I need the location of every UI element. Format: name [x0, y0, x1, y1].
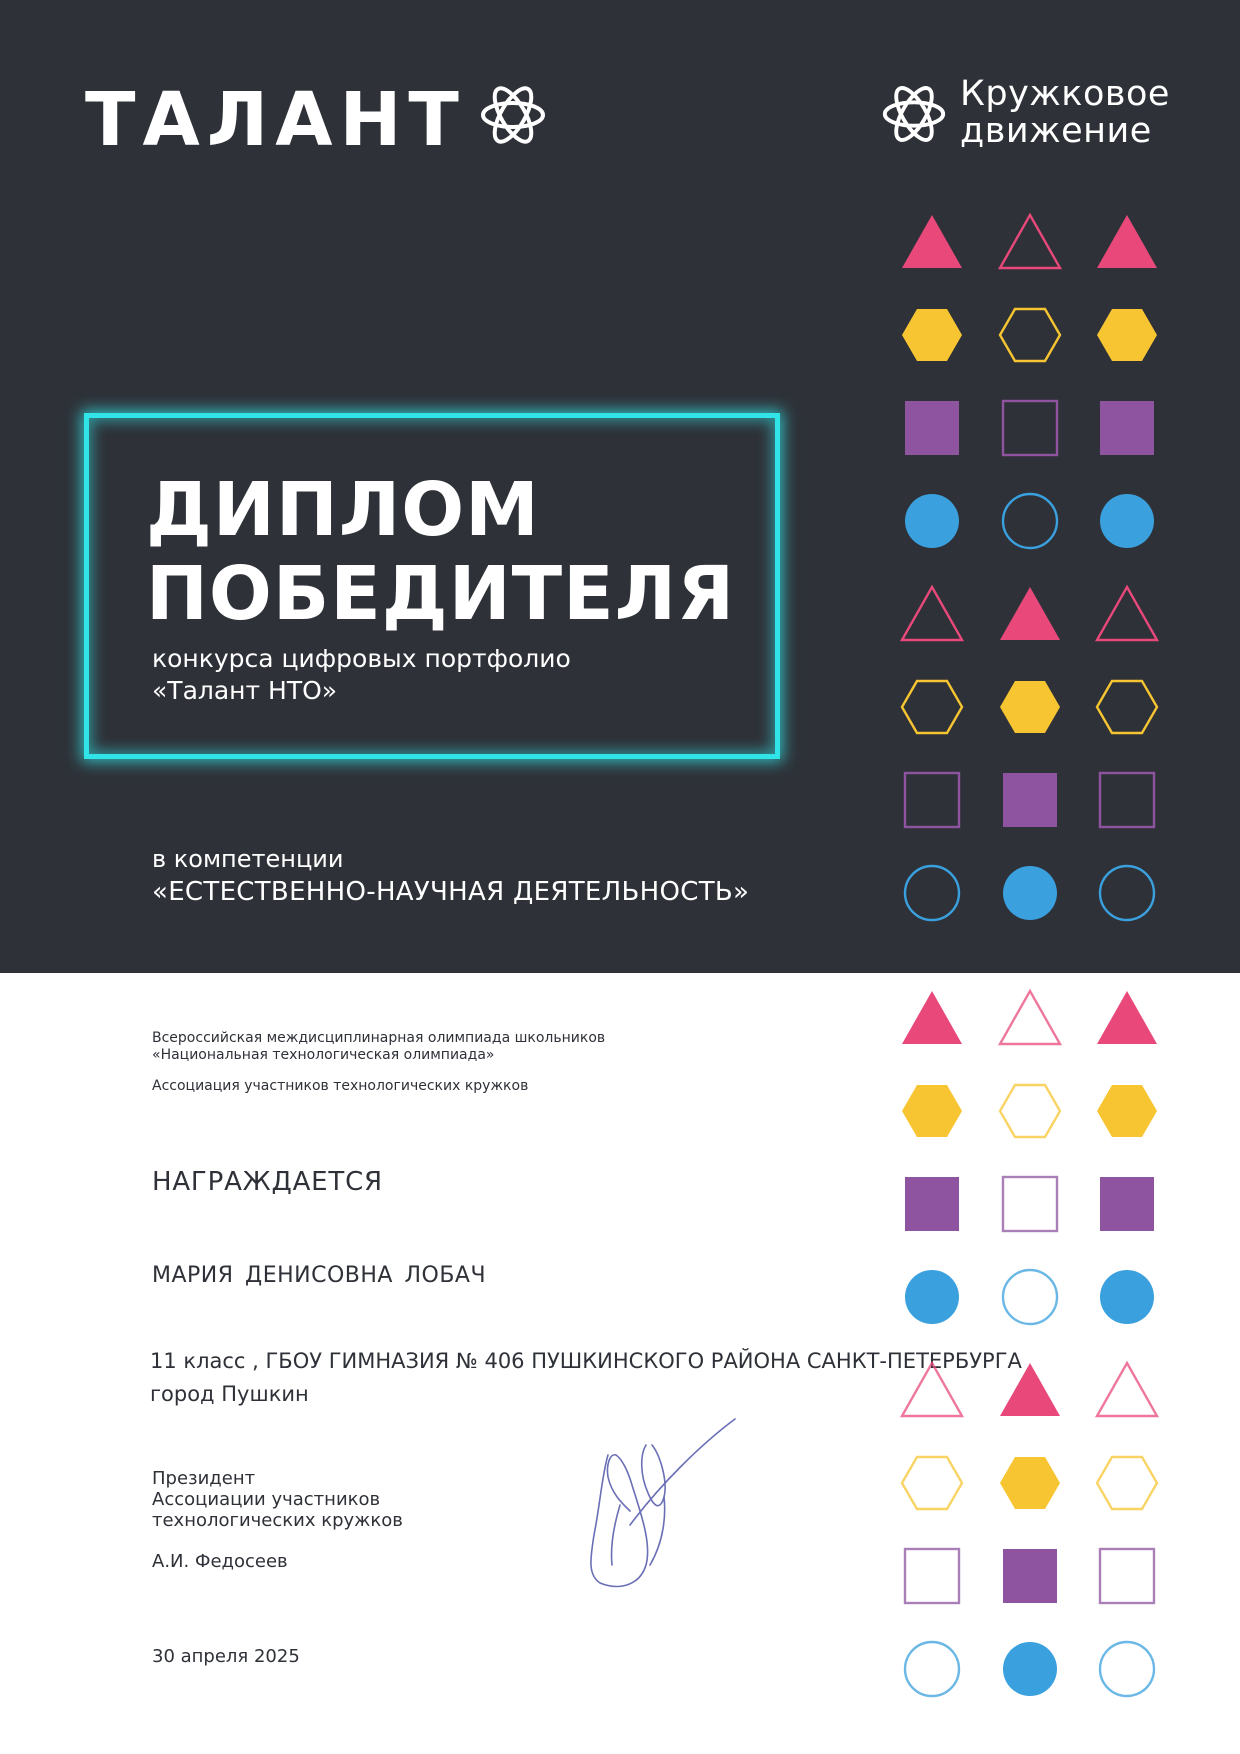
- filled-square-shape: [905, 1177, 959, 1231]
- competence-value: «ЕСТЕСТВЕННО-НАУЧНАЯ ДЕЯТЕЛЬНОСТЬ»: [152, 877, 750, 907]
- outline-circle-shape: [905, 1642, 959, 1696]
- filled-triangle-shape: [1097, 215, 1157, 268]
- filled-circle-shape: [1003, 1642, 1057, 1696]
- outline-circle-shape: [1003, 494, 1057, 548]
- diploma-title: [146, 468, 735, 636]
- filled-circle-shape: [1100, 494, 1154, 548]
- handwritten-signature: [580, 1415, 740, 1595]
- decorative-shapes-grid: [880, 200, 1180, 1740]
- role-line-2: Ассоциации участников: [152, 1489, 381, 1510]
- outline-circle-shape: [1100, 1642, 1154, 1696]
- filled-square-shape: [1100, 401, 1154, 455]
- outline-circle-shape: [1003, 1270, 1057, 1324]
- filled-square-shape: [905, 401, 959, 455]
- outline-triangle-shape: [1097, 587, 1157, 640]
- role-line-1: Президент: [152, 1468, 256, 1489]
- filled-hexagon-shape: [1097, 1085, 1157, 1137]
- logo-line-1: Кружкoвое: [960, 74, 1170, 114]
- competence-label: в компетенции: [152, 845, 344, 873]
- signatory-role: [152, 1468, 403, 1531]
- filled-circle-shape: [905, 1270, 959, 1324]
- outline-circle-shape: [905, 866, 959, 920]
- diploma-subtitle: [152, 643, 571, 707]
- outline-triangle-shape: [1000, 215, 1060, 268]
- organizers-block: [152, 1030, 605, 1095]
- outline-hexagon-shape: [1000, 1085, 1060, 1137]
- outline-hexagon-shape: [902, 681, 962, 733]
- outline-square-shape: [905, 1549, 959, 1603]
- filled-square-shape: [1100, 1177, 1154, 1231]
- filled-hexagon-shape: [902, 1085, 962, 1137]
- filled-square-shape: [1003, 1549, 1057, 1603]
- filled-hexagon-shape: [1000, 1457, 1060, 1509]
- filled-triangle-shape: [902, 991, 962, 1044]
- filled-hexagon-shape: [902, 309, 962, 361]
- filled-circle-shape: [905, 494, 959, 548]
- title-line-1: ДИПЛОМ: [146, 467, 540, 553]
- filled-square-shape: [1003, 773, 1057, 827]
- filled-circle-shape: [1100, 1270, 1154, 1324]
- subtitle-line-1: конкурса цифровых портфолио: [152, 644, 571, 673]
- outline-square-shape: [1100, 773, 1154, 827]
- outline-triangle-shape: [1097, 1363, 1157, 1416]
- subtitle-line-2: «Талант НТО»: [152, 676, 338, 705]
- competence-block: [152, 844, 749, 910]
- filled-triangle-shape: [902, 215, 962, 268]
- issue-date: 30 апреля 2025: [152, 1646, 300, 1667]
- awarded-label: НАГРАЖДАЕТСЯ: [152, 1167, 383, 1197]
- filled-circle-shape: [1003, 866, 1057, 920]
- outline-square-shape: [1003, 401, 1057, 455]
- filled-triangle-shape: [1000, 1363, 1060, 1416]
- school-line-2: город Пушкин: [150, 1382, 309, 1406]
- filled-hexagon-shape: [1000, 681, 1060, 733]
- outline-square-shape: [1100, 1549, 1154, 1603]
- recipient-name: МАРИЯ ДЕНИСОВНА ЛОБАЧ: [152, 1263, 487, 1288]
- organizer-line-2: «Национальная технологическая олимпиада»: [152, 1047, 495, 1063]
- atom-orbit-icon: [476, 78, 550, 152]
- filled-triangle-shape: [1000, 587, 1060, 640]
- filled-hexagon-shape: [1097, 309, 1157, 361]
- kruzhkovoe-dvizhenie-logo: [960, 76, 1180, 150]
- outline-hexagon-shape: [902, 1457, 962, 1509]
- signatory-name: А.И. Федосеев: [152, 1551, 288, 1572]
- organizer-line-3: Ассоциация участников технологических кружков: [152, 1078, 529, 1094]
- filled-triangle-shape: [1097, 991, 1157, 1044]
- school-line-1: 11 класс , ГБОУ ГИМНАЗИЯ № 406 ПУШКИНСКОГО РАЙОНА САНКТ-ПЕТЕРБУРГА: [150, 1349, 1022, 1373]
- atom-orbit-icon: [878, 78, 950, 150]
- role-line-3: технологических кружков: [152, 1510, 403, 1531]
- outline-circle-shape: [1100, 866, 1154, 920]
- organizer-line-1: Всероссийская междисциплинарная олимпиада школьников: [152, 1030, 606, 1046]
- outline-square-shape: [1003, 1177, 1057, 1231]
- logo-line-2: движение: [960, 111, 1152, 151]
- talant-logo-text: ТАЛАНТ: [85, 77, 466, 163]
- outline-hexagon-shape: [1097, 1457, 1157, 1509]
- outline-triangle-shape: [902, 587, 962, 640]
- outline-hexagon-shape: [1000, 309, 1060, 361]
- outline-hexagon-shape: [1097, 681, 1157, 733]
- outline-square-shape: [905, 773, 959, 827]
- title-line-2: ПОБЕДИТЕЛЯ: [146, 551, 736, 637]
- outline-triangle-shape: [902, 1363, 962, 1416]
- outline-triangle-shape: [1000, 991, 1060, 1044]
